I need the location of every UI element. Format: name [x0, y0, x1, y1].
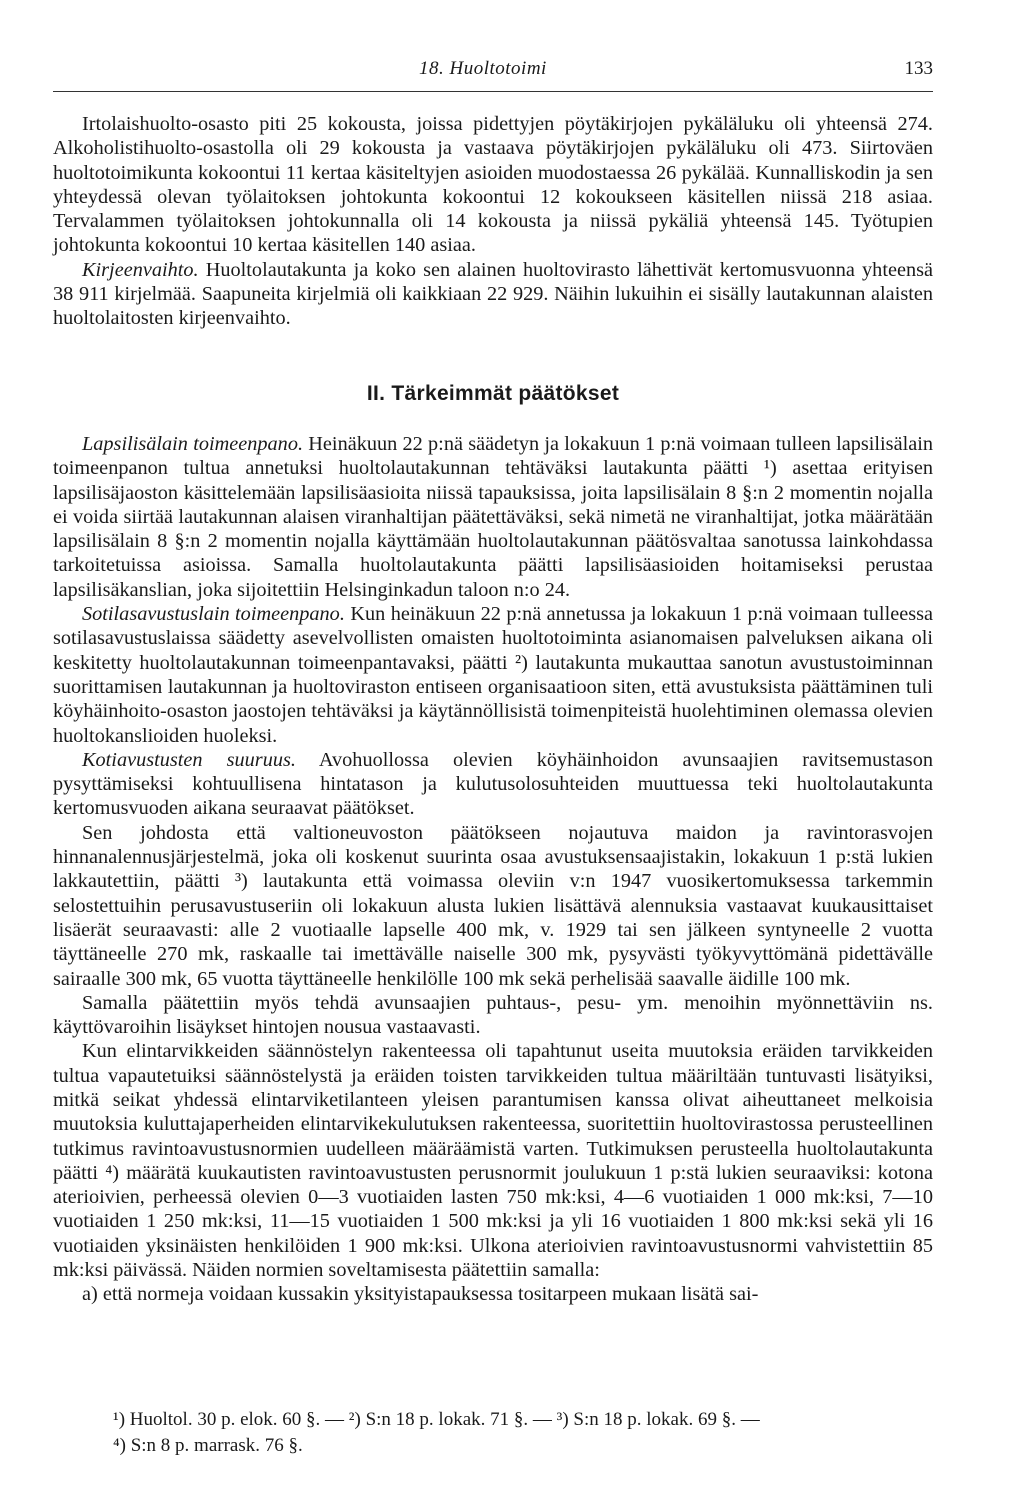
header-rule — [53, 91, 933, 92]
paragraph-home-assistance — [53, 748, 933, 821]
paragraph-military-allowance — [53, 602, 933, 748]
paragraph-body: Avohuollossa olevien köyhäinhoidon avunsaajien ravitsemustason pysyttämiseksi kohtuullisena hintatason ja kulutusolosuhteiden muuttuessa teki huoltolautakunta kertomusvuoden aikana seuraavat päätökset. — [53, 748, 933, 820]
section-heading: II. Tärkeimmät päätökset — [366, 381, 620, 405]
page-number: 133 — [904, 58, 933, 79]
paragraph-body: Kun heinäkuun 22 p:nä annetussa ja lokakuun 1 p:nä voimaan tulleessa sotilasavustuslaissa säädetty asevelvollisten omaisten huoltotoiminta asianomaisen palveluksen aikana oli keskitetty huoltolautakunnan toimeenpantavaksi, päätti ²) lautakunta mukauttaa sanotun avustustoiminnan suorittamisen lautakunnan ja huoltoviraston entiseen organisaatioon siten, että avustuksista päättäminen tuli köyhäinhoito-osaston jaostojen tehtäväksi ja käytännöllisistä toimenpiteistä huolehtiminen olemassa olevien huoltokanslioiden huoleksi. — [53, 603, 933, 747]
paragraph-lead: Kirjeenvaihto. — [82, 258, 199, 281]
footnote-line: ¹) Huoltol. 30 p. elok. 60 §. — ²) S:n 18 p. lokak. 71 §. — ³) S:n 18 p. lokak. 69 §. — — [113, 1409, 760, 1430]
paragraph-child-allowance — [53, 432, 933, 602]
footnote-line: ⁴) S:n 8 p. marrask. 76 §. — [113, 1435, 303, 1456]
paragraph-hygiene-funds: Samalla päätettiin myös tehdä avunsaajien puhtaus-, pesu- ym. menoihin myönnettäviin ns. käyttövaroihin lisäykset hintojen nousua vastaavasti. — [53, 991, 933, 1039]
paragraph-lead: Lapsilisälain toimeenpano. — [82, 432, 304, 455]
running-title: 18. Huoltotoimi — [419, 58, 547, 79]
page-header — [53, 58, 933, 88]
paragraph-correspondence — [53, 258, 933, 331]
paragraph-lead: Sotilasavustuslain toimeenpano. — [82, 603, 345, 626]
body-text — [53, 112, 933, 1307]
paragraph-body: Heinäkuun 22 p:nä säädetyn ja lokakuun 1 p:nä voimaan tulleen lapsilisälain toimeenpanon tultua annetuksi huoltolautakunnan tehtäväksi lautakunta päätti ¹) asettaa erityisen lapsilisäjaoston käsittelemään lapsilisäasioita niissä tapauksissa, joita lapsilisälain 8 §:n 2 momentin nojalla ei voida siirtää lautakunnan alaisen viranhaltijan päätettäväksi, sekä nimetä ne viranhaltijat, jotka määrätään lapsilisälain 8 §:n 2 momentin nojalla käyttämään huoltolautakunnan päätösvaltaa sanotussa lainkohdassa tarkoitetuissa asioissa. Samalla huoltolautakunta päätti lapsilisäasioiden hoitamiseksi perustaa lapsilisäkanslian, joka sijoitettiin Helsinginkadun taloon n:o 24. — [53, 432, 933, 601]
footnotes — [113, 1407, 933, 1459]
paragraph-price-reduction: Sen johdosta että valtioneuvoston päätökseen nojautuva maidon ja ravintorasvojen hinnanalennusjärjestelmä, joka oli koskenut suurinta osaa avustuksensaajistakin, lokakuun 1 p:stä lukien lakkautettiin, päätti ³) lautakunta että voimassa oleviin v:n 1947 vuosikertomuksessa tarkemmin selostettuihin perusavustuseriin oli lokakuun alusta lukien lisättävä alennuksia vastaavat kuukausittaiset lisäerät seuraavasti: alle 2 vuotiaalle lapselle 400 mk, v. 1929 tai sen jälkeen syntyneelle 2 vuotta täyttäneelle 270 mk, raskaalle tai imettävälle naiselle 300 mk, pysyvästi työkyvyttömänä pidettävälle sairaalle 300 mk, 65 vuotta täyttäneelle henkilölle 100 mk sekä perhelisää saavalle äidille 100 mk. — [53, 821, 933, 990]
paragraph-lead: Kotiavustusten suuruus. — [82, 748, 296, 771]
paragraph-body: Huoltolautakunta ja koko sen alainen huoltovirasto lähettivät kertomusvuonna yhteensä 38 911 kirjelmää. Saapuneita kirjelmiä oli kaikkiaan 22 929. Näihin lukuihin ei sisälly lautakunnan alaisten huoltolaitosten kirjeenvaihto. — [53, 258, 933, 330]
paragraph-item-a: a) että normeja voidaan kussakin yksityistapauksessa tositarpeen mukaan lisätä sai- — [82, 1283, 759, 1306]
paragraph-food-norms: Kun elintarvikkeiden säännöstelyn rakenteessa oli tapahtunut useita muutoksia eräiden tarvikkeiden tultua vapautetuiksi säännöstelystä ja eräiden toisten tarvikkeiden tultua määriltään tuntuvasti lisätyiksi, mitkä seikat yhdessä elintarviketilanteen yleisen parantumisen kanssa olivat aiheuttaneet melkoisia muutoksia kuluttajaperheiden elintarvikekulutuksen rakenteessa, suoritettiin huoltovirastossa perusteellinen tutkimus ravintoavustusnormien uudelleen määräämistä varten. Tutkimuksen perusteella huoltolautakunta päätti ⁴) määrätä kuukautisten ravintoavustusten perusnormit joulukuun 1 p:stä lukien seuraaviksi: kotona aterioivien, perheessä olevien 0—3 vuotiaiden lasten 750 mk:ksi, 4—6 vuotiaiden 1 000 mk:ksi, 7—10 vuotiaiden 1 250 mk:ksi, 11—15 vuotiaiden 1 500 mk:ksi ja yli 16 vuotiaiden 1 800 mk:ksi sekä yli 16 vuotiaiden yksinäisten henkilöiden 1 900 mk:ksi. Ulkona aterioivien ravintoavustusnormi vahvistettiin 85 mk:ksi päivässä. Näiden normien soveltamisesta päätettiin samalla: — [53, 1040, 933, 1282]
paragraph-meetings: Irtolaishuolto-osasto piti 25 kokousta, joissa pidettyjen pöytäkirjojen pykäläluku oli yhteensä 274. Alkoholistihuolto-osastolla oli 29 kokousta ja vastaava pöytäkirjojen pykäläluku oli 473. Siirtoväen huoltotoimikunta kokoontui 11 kertaa käsiteltyjen asioiden muodostaessa 26 pykälää. Kunnalliskodin ja sen yhteydessä olevan työlaitoksen johtokunta kokoontui 12 kokoukseen käsitellen niissä 218 asiaa. Tervalammen työlaitoksen johtokunnalla oli 14 kokousta ja niissä pykäliä yhteensä 145. Työtupien johtokunta kokoontui 10 kertaa käsitellen 140 asiaa. — [53, 113, 933, 257]
